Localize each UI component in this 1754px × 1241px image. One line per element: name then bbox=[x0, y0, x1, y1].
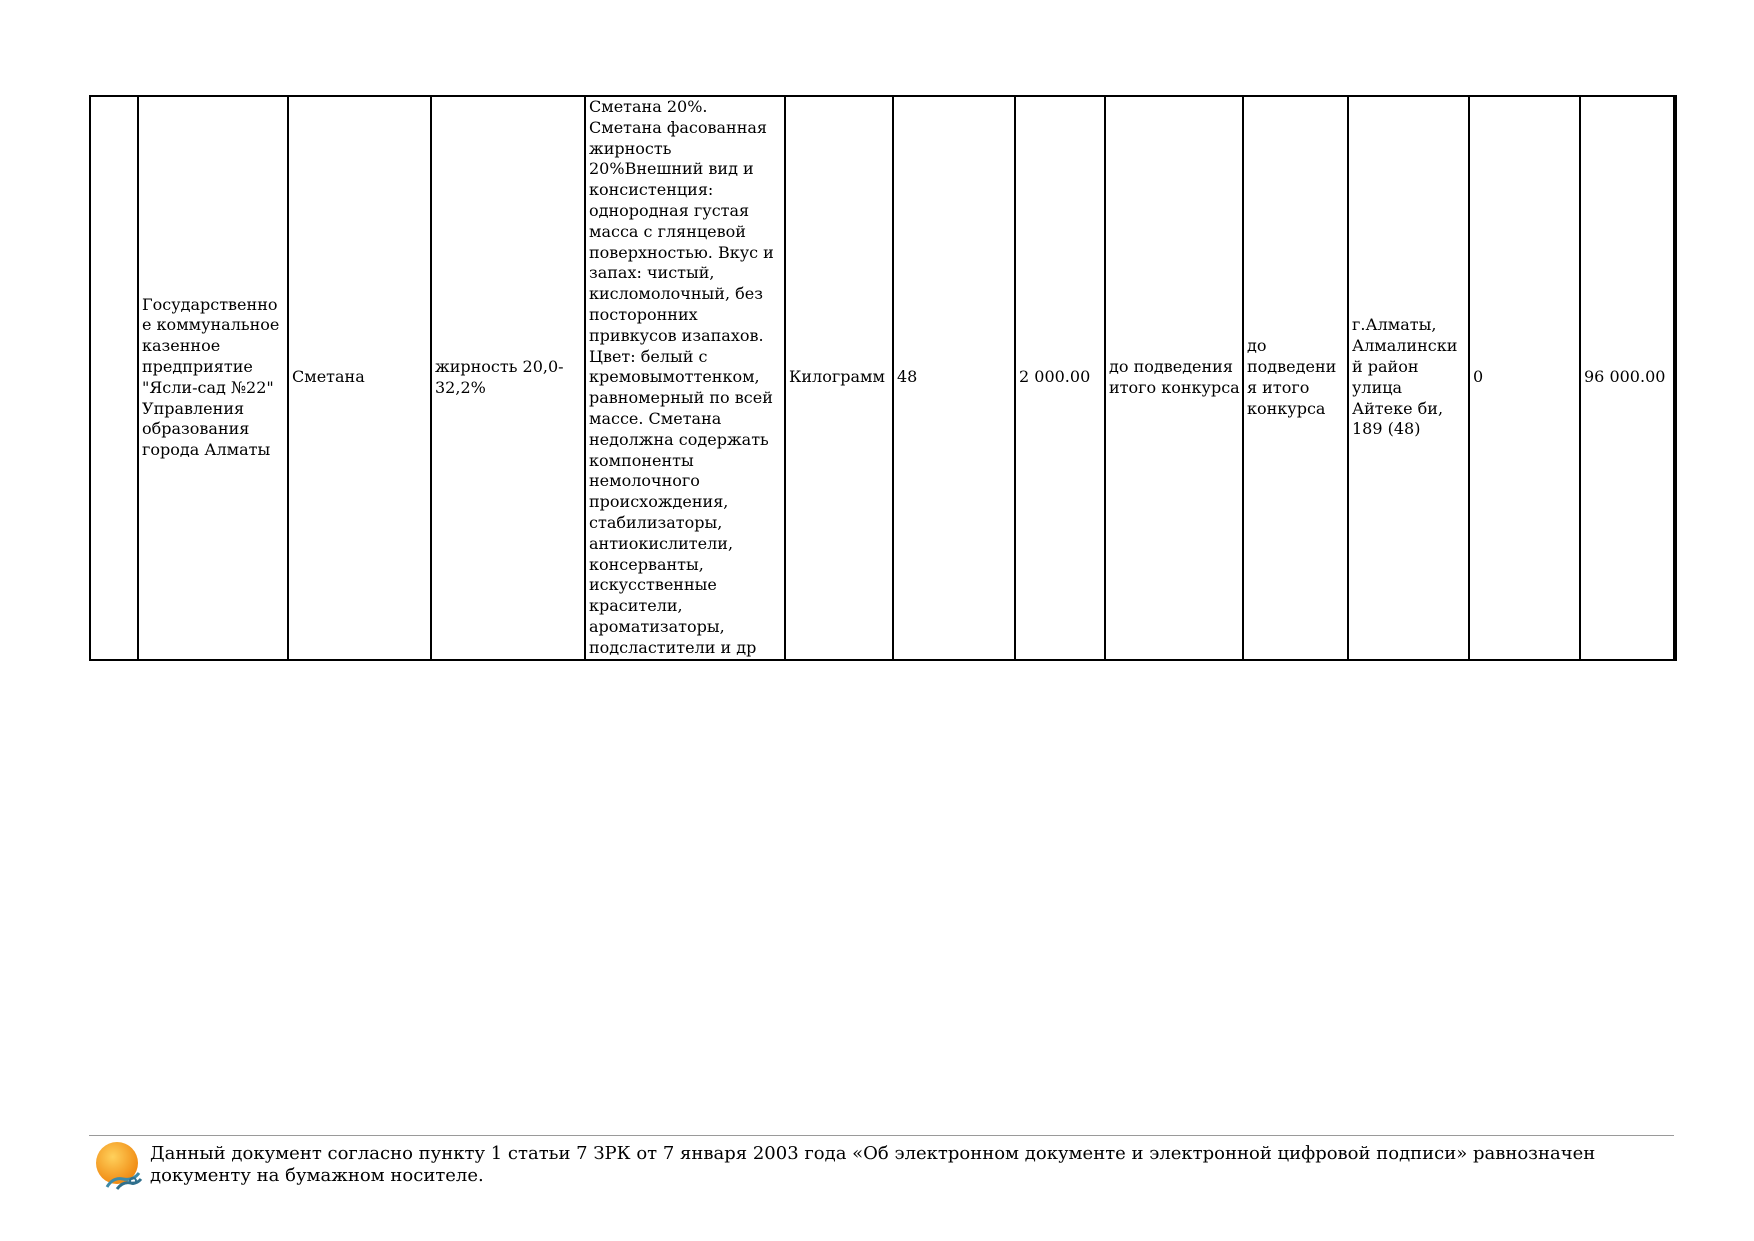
table-row bbox=[90, 96, 1675, 660]
delivery-term-cell: до подведения итого конкурса bbox=[1105, 96, 1243, 660]
advance-payment-cell: 0 bbox=[1469, 96, 1580, 660]
footer-divider bbox=[89, 1135, 1674, 1136]
row-number-cell bbox=[90, 96, 138, 660]
quantity-cell: 48 bbox=[893, 96, 1015, 660]
price-cell: 2 000.00 bbox=[1015, 96, 1105, 660]
delivery-address-cell: г.Алматы, Алмалинский район улица Айтеке би, 189 (48) bbox=[1348, 96, 1469, 660]
total-amount-cell: 96 000.00 bbox=[1580, 96, 1675, 660]
characteristics-cell: жирность 20,0-32,2% bbox=[431, 96, 585, 660]
procurement-table-container bbox=[89, 95, 1674, 661]
egov-sun-logo-icon bbox=[93, 1141, 143, 1191]
product-name-cell: Сметана bbox=[288, 96, 431, 660]
delivery-term-2-cell: до подведения итого конкурса bbox=[1243, 96, 1348, 660]
customer-cell: Государственное коммунальное казенное предприятие "Ясли-сад №22" Управления образования города Алматы bbox=[138, 96, 288, 660]
description-cell: Сметана 20%. Сметана фасованная жирность 20%Внешний вид и консистенция: однородная густая масса с глянцевой поверхностью. Вкус и запах: чистый, кисломолочный, без посторонних привкусов изапахов. Цвет: белый с кремовымоттенком, равномерный по всей массе. Сметана недолжна содержать компоненты немолочного происхождения, стабилизаторы, антиокислители, консерванты, искусственные красители, ароматизаторы, подсластители и др bbox=[585, 96, 785, 660]
unit-cell: Килограмм bbox=[785, 96, 893, 660]
procurement-table bbox=[89, 95, 1677, 661]
footer-legal-notice: Данный документ согласно пункту 1 статьи 7 ЗРК от 7 января 2003 года «Об электронном документе и электронной цифровой подписи» равнозначен документу на бумажном носителе. bbox=[150, 1143, 1596, 1186]
